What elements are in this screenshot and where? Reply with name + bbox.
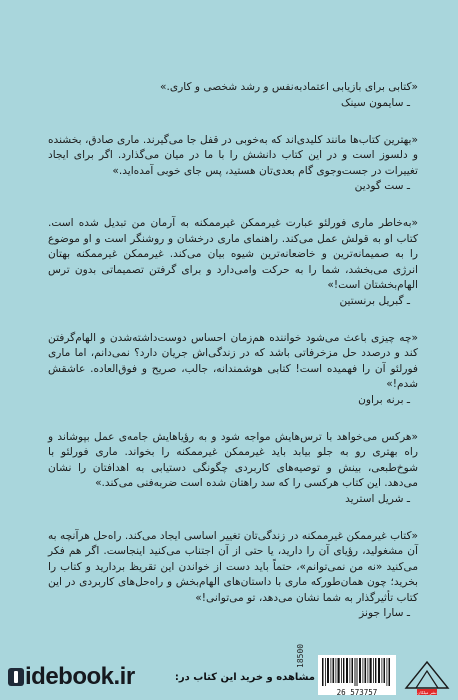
endorsement-author: ـ گبریل برنستین [339,294,410,307]
endorsement-quote: «بهترین کتاب‌ها مانند کلیدی‌اند که به‌خوبی در قفل جا می‌گیرند. ماری صادق، بخشنده و دلسوز است و در این کتاب دانشش را با ما در میان می‌گذارد. اگر برای ایجاد تغییرات در جست‌وجوی گام بعدی‌تان هستید، پس جای خوبی آمده‌اید.» [48,133,418,177]
endorsement [48,331,418,408]
endorsement-quote: «کتاب غیرممکن غیرممکنه در زندگی‌تان تغییر اساسی ایجاد می‌کند. راه‌حل هرآنچه به آن مشغولید، رؤیای آن را دارید، یا حتی از آن اجتناب می‌کنید اینجاست. اگر هم فکر می‌کنید «نه من نمی‌توانم»، حتماً باید دست از خواندن این تقریظ بردارید و کتاب را بخرید؛ چون همان‌طورکه ماری با داستان‌های الهام‌بخش و راه‌حل‌های کاربردی در این کتاب تأثیرگذار به شما نشان می‌دهد، تو می‌توانی!» [48,529,418,604]
spacer [48,309,418,331]
barcode-icon [318,655,396,687]
price-code: 18500 [296,643,305,669]
endorsement-author: ـ سایمون سینک [340,96,410,109]
endorsement [48,133,418,195]
endorsement [48,430,418,507]
publisher-name: نشر میلکان [417,690,437,695]
endorsement [48,216,418,309]
endorsement-author: ـ ست گودین [354,180,410,192]
spacer [48,111,418,133]
endorsement-quote: «کتابی برای بازیابی اعتمادبه‌نفس و رشد شخصی و کاری.» [160,81,418,93]
shop-caption: مشاهده و خرید این کتاب در: [174,672,315,683]
idebook-logo-icon [8,668,24,686]
barcode-number: 26 573757 [336,688,378,697]
endorsement-author: ـ برنه براون [358,393,410,406]
publisher-logo-icon [402,658,452,696]
endorsement-quote: «هرکس می‌خواهد با ترس‌هایش مواجه شود و به رؤیاهایش جامه‌ی عمل بپوشاند و راه بهتری رو به جلو بیابد باید غیرممکن غیرممکنه را بخواند. ماری فورلئو با شوخ‌طبعی، بینش و توصیه‌های کاربردی چگونگی دستیابی به اهدافتان را نشان می‌دهد. این کتاب هرکسی را که سد راهتان شده است ضربه‌فنی می‌کند.» [48,430,418,489]
endorsement-quote: «به‌خاطر ماری فورلئو عبارت غیرممکن غیرممکنه به آرمان من تبدیل شده است. کتاب او به قولش عمل می‌کند. راهنمای ماری درخشان و روشنگر است و او موضوع را به صمیمانه‌ترین و خاضعانه‌ترین شیوه بیان می‌کند. غیرممکن غیرممکنه بهتان انرژی می‌بخشد، شما را به حرکت وامی‌دارد و برای گرفتن تصمیماتی بدون ترس الهام‌بخشتان است!» [48,217,418,291]
spacer [48,408,418,430]
idebook-logo[interactable] [8,662,135,692]
endorsements-list [48,80,418,621]
spacer [48,507,418,529]
endorsement-author: ـ سارا جونز [359,607,410,619]
spacer [48,194,418,216]
endorsement-author: ـ شریل استرید [345,492,410,505]
endorsement [48,529,418,622]
idebook-logo-text: idebook.ir [25,663,135,690]
endorsement [48,80,418,111]
endorsement-quote: «چه چیزی باعث می‌شود خواننده هم‌زمان احساس دوست‌داشته‌شدن و الهام‌گرفتن کند و درصدد حل مزخرفاتی باشد که در زندگی‌اش جریان دارد؟ نمی‌دانم، اما ماری فورلئو آن را فهمیده است! کتابی هوشمندانه، جالب، صریح و فوق‌العاده. عاشقش شدم!» [48,331,418,390]
